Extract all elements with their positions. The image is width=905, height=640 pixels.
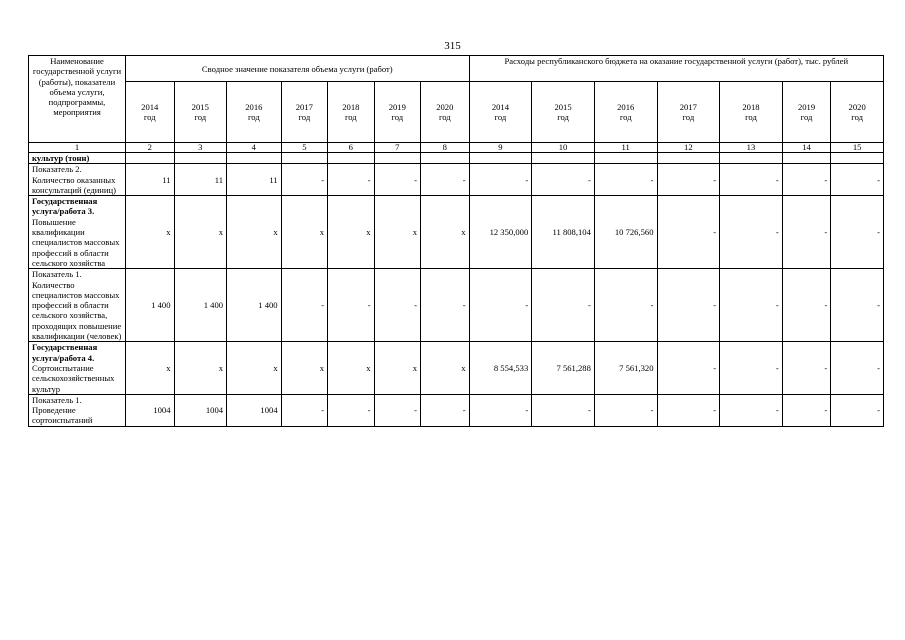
header-year-budget-7: 2020 год bbox=[831, 82, 884, 143]
row-label bbox=[29, 196, 126, 269]
table-cell: - bbox=[782, 342, 831, 394]
table-cell: 7 561,288 bbox=[532, 342, 595, 394]
table-cell: х bbox=[281, 342, 327, 394]
table-body bbox=[29, 153, 884, 427]
column-number-12: 12 bbox=[657, 143, 720, 153]
table-cell: - bbox=[374, 164, 420, 196]
row-label-text: Повышение квалификации специалистов массовых профессий в области сельского хозяйства bbox=[32, 216, 120, 268]
table-cell: - bbox=[720, 196, 783, 269]
table-cell bbox=[469, 153, 532, 164]
table-cell bbox=[532, 153, 595, 164]
row-label-heading: Государственная услуга/работа 3. bbox=[32, 196, 98, 217]
header-year-volume-4: 2017 год bbox=[281, 82, 327, 143]
table-header bbox=[29, 56, 884, 153]
table-cell: х bbox=[281, 196, 327, 269]
header-year-budget-6: 2019 год bbox=[782, 82, 831, 143]
column-number-9: 9 bbox=[469, 143, 532, 153]
row-label bbox=[29, 153, 126, 164]
table-cell: х bbox=[421, 196, 470, 269]
header-year-volume-5: 2018 год bbox=[328, 82, 374, 143]
table-cell: - bbox=[831, 342, 884, 394]
column-number-10: 10 bbox=[532, 143, 595, 153]
page-number: 315 bbox=[444, 40, 461, 52]
report-table bbox=[28, 55, 884, 427]
table-cell bbox=[720, 153, 783, 164]
table-cell: - bbox=[657, 342, 720, 394]
table-cell: - bbox=[421, 269, 470, 342]
header-year-volume-7: 2020 год bbox=[421, 82, 470, 143]
table-cell: - bbox=[281, 394, 327, 426]
table-cell bbox=[281, 153, 327, 164]
table-cell: - bbox=[657, 269, 720, 342]
table-cell bbox=[594, 153, 657, 164]
table-cell: х bbox=[227, 196, 282, 269]
table-cell: - bbox=[831, 269, 884, 342]
table-cell: - bbox=[421, 394, 470, 426]
header-year-budget-4: 2017 год bbox=[657, 82, 720, 143]
column-numbers-row bbox=[29, 143, 884, 153]
row-label bbox=[29, 394, 126, 426]
table-cell: х bbox=[374, 196, 420, 269]
table-cell: - bbox=[594, 164, 657, 196]
table-cell: - bbox=[831, 196, 884, 269]
column-number-1: 1 bbox=[29, 143, 126, 153]
header-year-budget-3: 2016 год bbox=[594, 82, 657, 143]
table-row bbox=[29, 394, 884, 426]
header-year-budget-2: 2015 год bbox=[532, 82, 595, 143]
row-label-heading: Государственная услуга/работа 4. bbox=[32, 342, 98, 363]
table-cell: - bbox=[532, 164, 595, 196]
column-number-4: 4 bbox=[227, 143, 282, 153]
column-number-14: 14 bbox=[782, 143, 831, 153]
table-cell: 1004 bbox=[126, 394, 175, 426]
header-year-volume-6: 2019 год bbox=[374, 82, 420, 143]
column-number-2: 2 bbox=[126, 143, 175, 153]
table-cell: - bbox=[782, 196, 831, 269]
table-cell: - bbox=[657, 164, 720, 196]
column-number-6: 6 bbox=[328, 143, 374, 153]
table-cell bbox=[227, 153, 282, 164]
table-cell: - bbox=[328, 394, 374, 426]
table-cell bbox=[782, 153, 831, 164]
table-cell: х bbox=[174, 196, 227, 269]
table-cell bbox=[421, 153, 470, 164]
table-cell: - bbox=[328, 269, 374, 342]
table-cell: х bbox=[126, 196, 175, 269]
table-cell bbox=[328, 153, 374, 164]
row-label-text: Показатель 2. Количество оказанных консультаций (единиц) bbox=[32, 164, 116, 195]
table-cell: х bbox=[174, 342, 227, 394]
table-cell: 11 bbox=[174, 164, 227, 196]
table-cell: - bbox=[720, 394, 783, 426]
row-label bbox=[29, 164, 126, 196]
table-row bbox=[29, 269, 884, 342]
table-cell: 11 bbox=[126, 164, 175, 196]
row-label-text: Показатель 1. Количество специалистов массовых профессий в области сельского хозяйства, проходящих повышение квалификации (человек) bbox=[32, 269, 122, 342]
table-cell: - bbox=[782, 164, 831, 196]
table-cell: - bbox=[720, 342, 783, 394]
header-volume-group: Сводное значение показателя объема услуги (работ) bbox=[126, 56, 470, 82]
table-cell bbox=[126, 153, 175, 164]
table-cell bbox=[174, 153, 227, 164]
header-name-column: Наименование государственной услуги (работы), показатели объема услуги, подпрограммы, мероприятия bbox=[29, 56, 126, 143]
table-cell: - bbox=[421, 164, 470, 196]
column-number-7: 7 bbox=[374, 143, 420, 153]
table-cell: - bbox=[532, 269, 595, 342]
header-years-row bbox=[29, 82, 884, 143]
table-cell: - bbox=[281, 269, 327, 342]
header-budget-group: Расходы республиканского бюджета на оказание государственной услуги (работ), тыс. рублей bbox=[469, 56, 883, 82]
table-cell: - bbox=[532, 394, 595, 426]
table-cell: 1 400 bbox=[174, 269, 227, 342]
table-cell: - bbox=[831, 394, 884, 426]
row-label bbox=[29, 269, 126, 342]
header-year-volume-3: 2016 год bbox=[227, 82, 282, 143]
table-cell: 7 561,320 bbox=[594, 342, 657, 394]
row-label bbox=[29, 342, 126, 394]
header-year-volume-2: 2015 год bbox=[174, 82, 227, 143]
table-cell: 1004 bbox=[227, 394, 282, 426]
table-row bbox=[29, 164, 884, 196]
table-cell: 8 554,533 bbox=[469, 342, 532, 394]
table-cell: х bbox=[328, 196, 374, 269]
table-row bbox=[29, 342, 884, 394]
table-cell: - bbox=[594, 394, 657, 426]
table-cell: - bbox=[594, 269, 657, 342]
table-cell: х bbox=[126, 342, 175, 394]
table-cell: х bbox=[328, 342, 374, 394]
column-number-3: 3 bbox=[174, 143, 227, 153]
table-cell: 1 400 bbox=[227, 269, 282, 342]
table-cell: 11 bbox=[227, 164, 282, 196]
table-cell: - bbox=[720, 164, 783, 196]
table-cell: - bbox=[328, 164, 374, 196]
table-cell: 11 808,104 bbox=[532, 196, 595, 269]
table-cell: - bbox=[374, 269, 420, 342]
table-row bbox=[29, 196, 884, 269]
table-cell: - bbox=[782, 394, 831, 426]
header-year-budget-1: 2014 год bbox=[469, 82, 532, 143]
row-label-text: Показатель 1. Проведение сортоиспытаний bbox=[32, 394, 93, 426]
table-cell: - bbox=[374, 394, 420, 426]
table-cell: 12 350,000 bbox=[469, 196, 532, 269]
table-cell: х bbox=[421, 342, 470, 394]
header-year-budget-5: 2018 год bbox=[720, 82, 783, 143]
row-label-text: культур (тонн) bbox=[32, 153, 90, 163]
table-row bbox=[29, 153, 884, 164]
table-cell: - bbox=[469, 164, 532, 196]
row-label-text: Сортоиспытание сельскохозяйственных культур bbox=[32, 362, 115, 394]
table-cell: - bbox=[281, 164, 327, 196]
column-number-8: 8 bbox=[421, 143, 470, 153]
table-cell: - bbox=[657, 196, 720, 269]
table-cell: - bbox=[657, 394, 720, 426]
table-cell: х bbox=[374, 342, 420, 394]
table-cell bbox=[657, 153, 720, 164]
table-cell: - bbox=[720, 269, 783, 342]
column-number-13: 13 bbox=[720, 143, 783, 153]
column-number-11: 11 bbox=[594, 143, 657, 153]
table-cell bbox=[374, 153, 420, 164]
table-cell: х bbox=[227, 342, 282, 394]
table-cell: - bbox=[831, 164, 884, 196]
table-cell: - bbox=[469, 394, 532, 426]
table-cell bbox=[831, 153, 884, 164]
table-cell: 10 726,560 bbox=[594, 196, 657, 269]
header-year-volume-1: 2014 год bbox=[126, 82, 175, 143]
table-cell: 1 400 bbox=[126, 269, 175, 342]
table-cell: 1004 bbox=[174, 394, 227, 426]
table-cell: - bbox=[469, 269, 532, 342]
column-number-5: 5 bbox=[281, 143, 327, 153]
column-number-15: 15 bbox=[831, 143, 884, 153]
table-cell: - bbox=[782, 269, 831, 342]
